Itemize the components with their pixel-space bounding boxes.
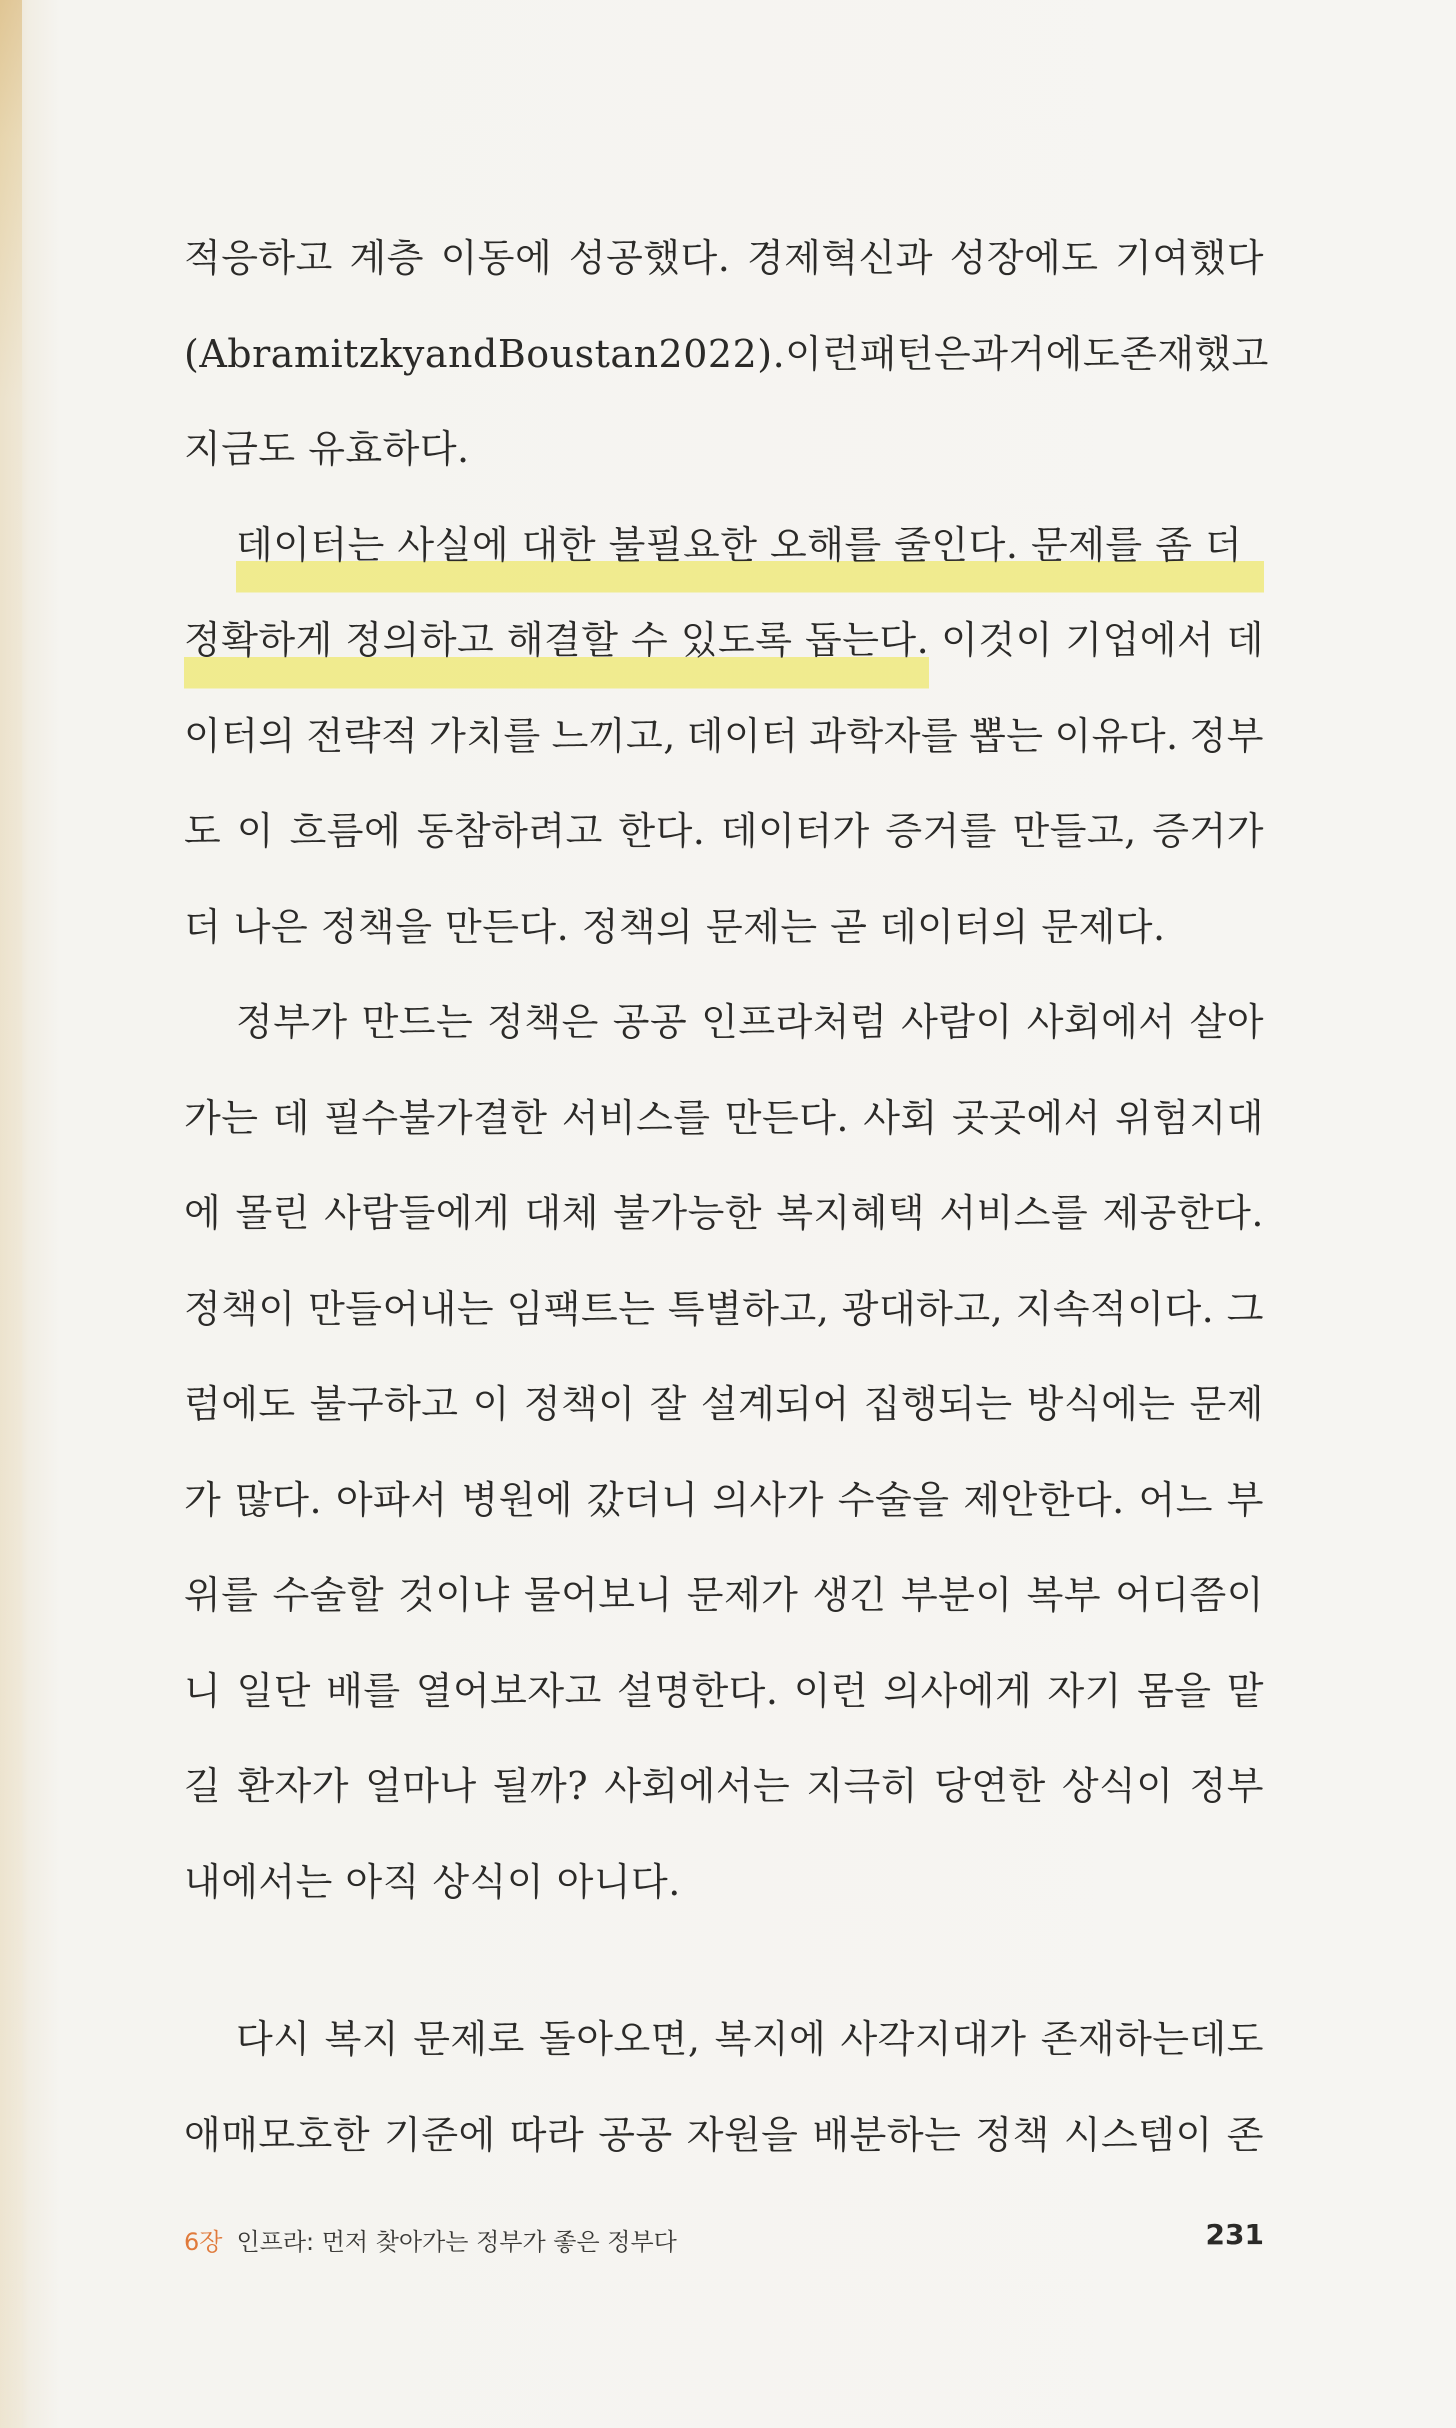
word: 길 [184,1764,222,1808]
word: 이 [472,1382,510,1426]
page-number: 231 [1205,2218,1264,2251]
word: 많다. [235,1477,323,1522]
word: 복지혜택 [776,1191,926,1235]
word: and [424,331,498,376]
word: 애매모호한 [184,2112,371,2157]
word: 사회에서는 [604,1764,791,1808]
text-line: 지금도 유효하다. [184,427,470,471]
body-text [184,222,1269,2194]
text-line [184,1655,1264,1751]
word: 정책이 [184,1286,296,1331]
word: 이터의 [184,713,296,758]
word: 만들고, [1012,809,1137,853]
word: 생긴 [812,1573,887,1617]
word: 배분하는 [812,2112,962,2157]
text-line: 더 나은 정책을 만든다. 정책의 문제는 곧 데이터의 문제다. [184,904,1166,949]
text-line [184,795,1264,891]
word: 따라 [509,2112,585,2157]
word: 증거를 [885,809,997,853]
word: 복지 [324,2017,400,2061]
word: 정부 [1189,1764,1264,1808]
text-line: 내에서는 아직 상식이 아니다. [184,1859,681,1904]
page-spine-shadow [0,0,22,2428]
word: 이 [236,809,274,853]
word: 임팩트는 [506,1286,656,1331]
word: 살아 [1189,1000,1264,1044]
word: 적응하고 [184,236,333,280]
word: 집행되는 [863,1382,1013,1426]
word: 가치를 [429,713,541,758]
word: 패턴은 [859,331,972,376]
word: 사각지대가 [840,2017,1027,2061]
word: 흐름에 [289,809,402,853]
word: 이런 [785,331,860,376]
word: 열어보자고 [415,1668,602,1713]
page-footer [184,2218,1264,2262]
word: 그 [1226,1286,1264,1331]
word: 다시 [236,2017,311,2061]
word: 문제로 [413,2017,525,2061]
word: (Abramitzky [184,331,425,376]
word: 존 [1226,2112,1264,2157]
word: 2022). [658,331,786,376]
word: 느끼고, [551,713,676,758]
word: 에 [184,1191,222,1235]
word: 지극히 [806,1764,918,1808]
word: 데이터 [686,713,799,758]
word: Boustan [497,331,659,376]
word: 만드는 [361,1000,474,1044]
text-line [184,1368,1264,1464]
word: 성장에도 [949,236,1099,280]
word: 위를 [184,1573,259,1617]
word: 도 [184,809,222,853]
word: 럼에도 [184,1382,296,1426]
word: 배를 [326,1668,401,1713]
word: 계층 [349,236,424,280]
word: 아파서 [335,1477,448,1522]
word: 광대하고, [841,1286,1004,1331]
highlighted-text: 정확하게 정의하고 해결할 수 있도록 돕는다. [184,604,929,700]
word: 기준에 [384,2112,496,2157]
word: 자기 [1047,1668,1122,1713]
word: 일단 [236,1668,311,1713]
word: 이동에 [440,236,553,280]
text-line [184,700,1264,796]
text-line [184,1273,1264,1369]
word: 니 [184,1668,222,1713]
word: 위험지대 [1115,1095,1264,1140]
word: 사람이 [901,1000,1013,1044]
word: 방식에는 [1026,1382,1176,1426]
word: 서비스를 [561,1095,711,1140]
word: 대체 [524,1191,599,1235]
word: 잘 [649,1382,687,1426]
word: 것이냐 [398,1573,510,1617]
word: 공공 [598,2112,673,2157]
text-line [184,1464,1264,1560]
word: 만든다. [724,1095,850,1140]
word: 이런 [793,1668,869,1713]
word: 뽑는 [969,713,1044,758]
word: 부분이 [900,1573,1013,1617]
word: 존재했고 [1120,331,1269,376]
word: 복부 [1026,1573,1102,1617]
word: 병원에 [461,1477,573,1522]
word: 설계되어 [700,1382,850,1426]
word: 증거가 [1152,809,1264,853]
chapter-title: 인프라: 먼저 찾아가는 정부가 좋은 정부다 [236,2228,677,2256]
word: 기여했다 [1115,236,1264,280]
word: 만들어내는 [308,1286,495,1331]
word: 수술을 [837,1477,950,1522]
word: 어느 [1138,1477,1213,1522]
word: 얼마나 [365,1764,477,1808]
word: 문제 [1189,1382,1264,1426]
word: 될까? [492,1764,589,1808]
text-line [184,2099,1264,2195]
word: 경제혁신과 [746,236,933,280]
word: 불가능한 [613,1191,763,1235]
word: 제공한다. [1102,1191,1264,1235]
word: 사람들에게 [324,1191,511,1235]
word: 제안한다. [963,1477,1125,1522]
chapter-number: 6장 [184,2228,223,2256]
word: 시스템이 [1063,2112,1213,2157]
word: 이유다. [1054,713,1179,758]
word: 환자가 [237,1764,349,1808]
word: 정책은 [487,1000,599,1044]
text-line-highlighted [184,509,1264,605]
text-line [184,1082,1264,1178]
text-line [184,222,1264,318]
word: 가 [184,1477,222,1522]
word: 동참하려고 [416,809,603,853]
highlighted-text: 데이터는 사실에 대한 불필요한 오해를 줄인다. 문제를 좀 더 [236,509,1264,605]
word: 문제가 [686,1573,799,1617]
word: 인프라처럼 [701,1000,888,1044]
word: 사회에서 [1026,1000,1176,1044]
text-line [184,604,1264,700]
word: 몸을 [1137,1668,1212,1713]
text-line [184,1177,1264,1273]
word: 공공 [612,1000,688,1044]
word: 의사에게 [883,1668,1033,1713]
text-line [184,1559,1264,1655]
word: 전략적 [306,713,419,758]
word: 맡 [1226,1668,1264,1713]
word: 특별하고, [667,1286,830,1331]
word: 데 [272,1095,310,1140]
word: 돌아오면, [539,2017,701,2061]
word: 수술할 [272,1573,385,1617]
word: 정책이 [523,1382,636,1426]
word: 물어보니 [523,1573,673,1617]
text-line [184,318,1269,414]
word: 서비스를 [939,1191,1089,1235]
word: 필수불가결한 [324,1095,548,1140]
word: 의사가 [712,1477,824,1522]
text-line [184,1750,1264,1846]
word: 데이터가 [720,809,870,853]
word: 곳곳에서 [951,1095,1101,1140]
word: 정부 [1189,713,1264,758]
word: 존재하는데도 [1040,2017,1264,2061]
word: 과거에도 [971,331,1121,376]
word: 갔더니 [586,1477,699,1522]
text-line [184,2003,1264,2099]
word: 정부가 [236,1000,348,1044]
word: 한다. [618,809,706,853]
word: 성공했다. [568,236,731,280]
word: 가는 [184,1095,259,1140]
word: 정책 [975,2112,1050,2157]
word: 몰린 [235,1191,310,1235]
text-fragment: 이것이 기업에서 데 [941,618,1264,662]
word: 과학자를 [809,713,959,758]
word: 사회 [863,1095,938,1140]
word: 부 [1226,1477,1264,1522]
word: 설명한다. [617,1668,779,1713]
word: 자원을 [686,2112,799,2157]
text-line [184,986,1264,1082]
word: 지속적이다. [1015,1286,1215,1331]
word: 복지에 [714,2017,827,2061]
word: 어디쯤이 [1115,1573,1264,1617]
word: 상식이 [1061,1764,1174,1808]
word: 불구하고 [309,1382,459,1426]
word: 당연한 [934,1764,1046,1808]
